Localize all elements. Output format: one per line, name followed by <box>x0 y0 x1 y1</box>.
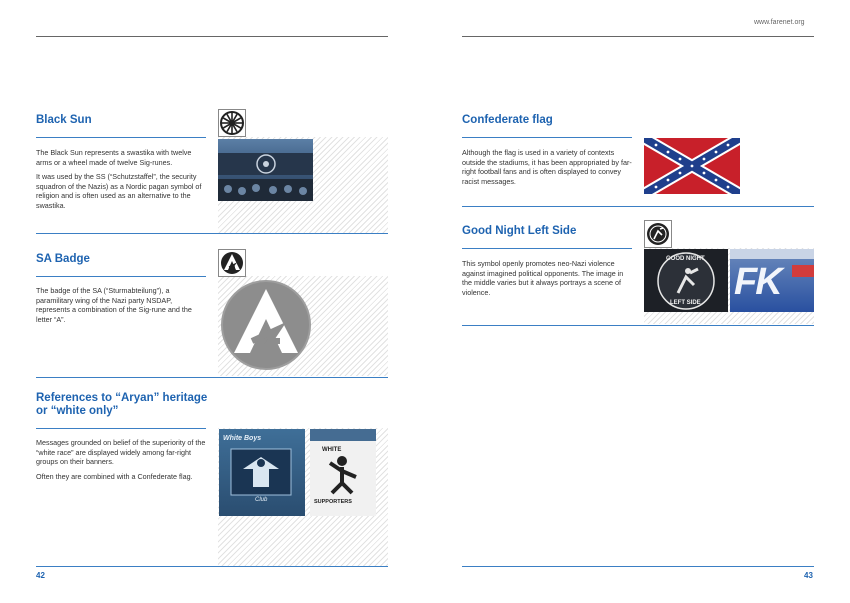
black-sun-section-rule <box>36 233 388 234</box>
confederate-text <box>462 148 632 191</box>
sa-badge-section-rule <box>36 377 388 378</box>
white-supporters-banner-text: WHITE <box>322 447 342 453</box>
sa-badge-text <box>36 286 206 329</box>
confederate-flag-image <box>644 138 740 194</box>
black-sun-title: Black Sun <box>36 114 92 126</box>
sa-badge-image <box>220 279 312 371</box>
aryan-para-1: Messages grounded on belief of the superiority of the “white race” are displayed widely among far-right groups on their banners. <box>36 438 206 467</box>
good-night-icon <box>644 220 672 248</box>
aryan-para-2: Often they are combined with a Confederate flag. <box>36 471 193 481</box>
confederate-section-rule <box>462 206 814 207</box>
aryan-section-rule <box>36 566 388 567</box>
good-night-title: Good Night Left Side <box>462 225 577 237</box>
page-number-left: 42 <box>36 571 45 580</box>
fk-banner-top-strip <box>730 249 814 259</box>
sticker-top-text: GOOD NIGHT <box>666 256 705 262</box>
bottom-rule-right <box>462 566 814 567</box>
white-supporters-banner-photo <box>310 429 376 516</box>
good-night-section-rule <box>462 325 814 326</box>
good-night-para-1: This symbol openly promotes neo-Nazi violence against imagined political opponents. The image in the middle varies but it always portrays a scene of violence. <box>462 259 624 297</box>
sa-badge-para-1: The badge of the SA (“Sturmabteilung”), a paramilitary wing of the Nazi party NSDAP, represents a combination of the Sig-rune and the letter “A”. <box>36 286 192 324</box>
site-url[interactable]: www.farenet.org <box>754 19 805 26</box>
confederate-title: Confederate flag <box>462 114 553 126</box>
aryan-title-line-2: or “white only” <box>36 405 119 417</box>
confederate-para-1: Although the flag is used in a variety of contexts outside the stadiums, it has been appropriated by far-right football fans and is often displayed to convey racist messages. <box>462 148 632 186</box>
white-supporters-banner-crowd <box>310 429 376 441</box>
white-boys-banner-text: White Boys <box>223 435 262 442</box>
page-number-right: 43 <box>804 571 813 580</box>
fk-banner-red-patch <box>792 265 814 277</box>
black-sun-para-2: It was used by the SS (“Schutzstaffel”, the security squadron of the Nazis) as a Nordic pagan symbol of religion and is often used as an alternative to the swastika. <box>36 172 202 210</box>
good-night-text <box>462 259 632 302</box>
aryan-title-line-1: References to “Aryan” heritage <box>36 392 208 404</box>
good-night-title-rule <box>462 248 632 249</box>
sa-badge-title: SA Badge <box>36 253 90 265</box>
aryan-title-rule <box>36 428 206 429</box>
black-sun-photo <box>218 139 313 201</box>
good-night-sticker-photo <box>644 249 728 312</box>
white-boys-banner-subtext: Club <box>255 497 268 503</box>
sa-badge-icon <box>218 249 246 277</box>
sticker-bottom-text: LEFT SIDE <box>670 300 701 306</box>
aryan-text <box>36 438 206 486</box>
fk-banner-text: FK <box>734 261 781 303</box>
white-supporters-banner-subtext: SUPPORTERS <box>314 499 352 505</box>
sa-badge-title-rule <box>36 276 206 277</box>
fk-banner-photo <box>730 249 814 312</box>
top-rule-right <box>462 36 814 37</box>
top-rule-left <box>36 36 388 37</box>
black-sun-icon <box>218 109 246 137</box>
black-sun-para-1: The Black Sun represents a swastika with twelve arms or a wheel made of twelve Sig-runes. <box>36 148 192 167</box>
confederate-title-rule <box>462 137 632 138</box>
black-sun-text <box>36 148 206 216</box>
black-sun-title-rule <box>36 137 206 138</box>
white-boys-banner-photo <box>219 429 305 516</box>
